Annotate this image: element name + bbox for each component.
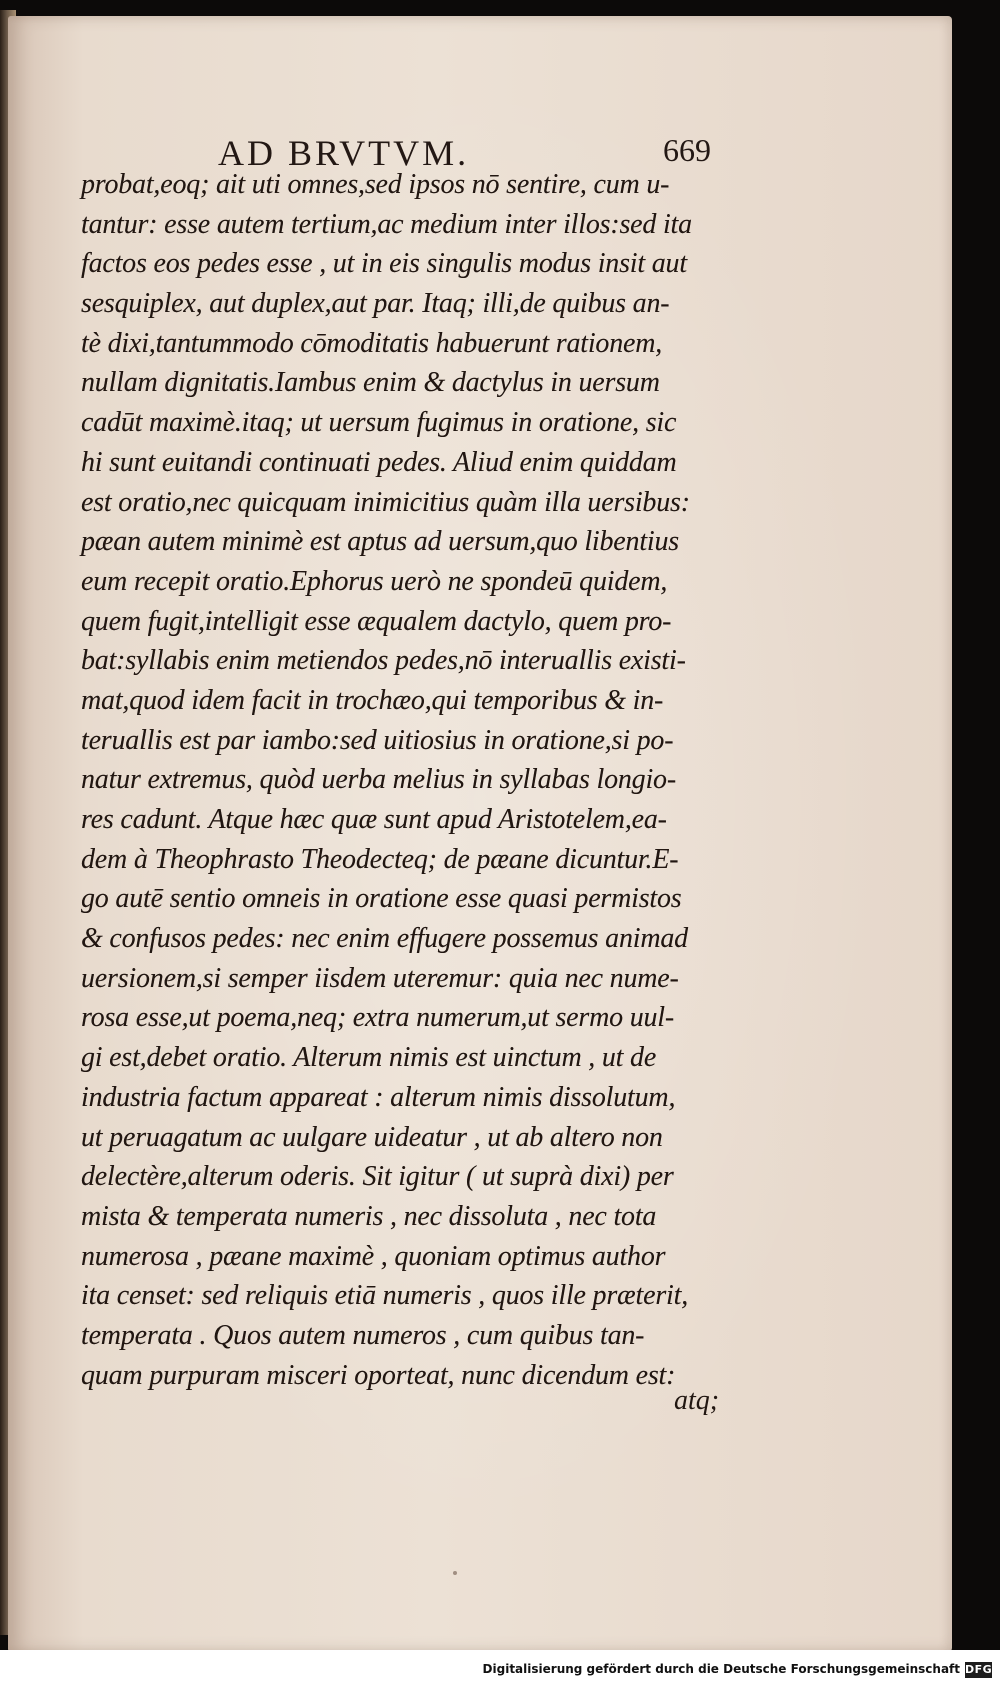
text-line: go autē sentio omneis in oratione esse quasi permistos	[81, 883, 682, 915]
text-line: ut peruagatum ac uulgare uideatur , ut ab altero non	[81, 1121, 663, 1153]
text-line: dem à Theophrasto Theodecteq; de pæane dicuntur.E-	[81, 843, 679, 875]
text-line: res cadunt. Atque hæc quæ sunt apud Aristotelem,ea-	[81, 804, 667, 835]
text-line: ita censet: sed reliquis etiā numeris , quos ille præterit,	[81, 1280, 688, 1312]
text-line: quam purpuram misceri oporteat, nunc dicendum est:	[81, 1359, 676, 1391]
text-line: gi est,debet oratio. Alterum nimis est uinctum , ut de	[81, 1042, 657, 1074]
catchword: atq;	[674, 1385, 720, 1416]
text-line: probat,eoq; ait uti omnes,sed ipsos nō sentire, cum u-	[81, 169, 670, 200]
text-line: teruallis est par iambo:sed uitiosius in oratione,si po-	[81, 724, 674, 756]
text-line: mista & temperata numeris , nec dissoluta , nec tota	[81, 1200, 657, 1232]
text-line: nullam dignitatis.Iambus enim & dactylus in uersum	[81, 367, 660, 399]
dfg-logo: DFG	[965, 1663, 993, 1676]
text-line: rosa esse,ut poema,neq; extra numerum,ut sermo uul-	[81, 1002, 675, 1034]
digitization-footer	[0, 1650, 1000, 1693]
funding-credit: Digitalisierung gefördert durch die Deutsche Forschungsgemeinschaft	[482, 1662, 960, 1676]
book-page	[8, 16, 952, 1652]
text-line: mat,quod idem facit in trochæo,qui temporibus & in-	[81, 684, 664, 716]
text-line: industria factum appareat : alterum nimis dissolutum,	[81, 1081, 676, 1113]
page-number: 669	[663, 132, 711, 168]
text-line: delectère,alterum oderis. Sit igitur ( ut suprà dixi) per	[81, 1161, 674, 1193]
text-line: eum recepit oratio.Ephorus uerò ne spondeū quidem,	[81, 565, 668, 597]
text-line: numerosa , pæane maximè , quoniam optimus author	[81, 1240, 666, 1272]
running-head: AD BRVTVM.	[218, 133, 470, 173]
text-line: quem fugit,intelligit esse æqualem dactylo, quem pro-	[81, 605, 672, 637]
text-line: sesquiplex, aut duplex,aut par. Itaq; illi,de quibus an-	[81, 288, 670, 320]
paper-speck	[453, 1571, 457, 1575]
text-line: temperata . Quos autem numeros , cum quibus tan-	[81, 1319, 645, 1351]
page-surface	[8, 16, 952, 1652]
text-line: cadūt maximè.itaq; ut uersum fugimus in oratione, sic	[81, 407, 677, 439]
text-line: & confusos pedes: nec enim effugere possemus animad	[81, 923, 688, 955]
text-line: tantur: esse autem tertium,ac medium inter illos:sed ita	[81, 208, 692, 240]
text-line: tè dixi,tantummodo cōmoditatis habuerunt rationem,	[81, 327, 663, 359]
body-text	[81, 165, 741, 1395]
text-line: bat:syllabis enim metiendos pedes,nō interuallis existi-	[81, 645, 686, 677]
text-line: natur extremus, quòd uerba melius in syllabas longio-	[81, 764, 676, 796]
text-line: pæan autem minimè est aptus ad uersum,quo libentius	[81, 526, 679, 558]
text-line: hi sunt euitandi continuati pedes. Aliud enim quiddam	[81, 446, 677, 478]
text-line: factos eos pedes esse , ut in eis singulis modus insit aut	[81, 248, 687, 280]
text-line: est oratio,nec quicquam inimicitius quàm illa uersibus:	[81, 486, 690, 518]
text-line: uersionem,si semper iisdem uteremur: quia nec nume-	[81, 962, 679, 994]
